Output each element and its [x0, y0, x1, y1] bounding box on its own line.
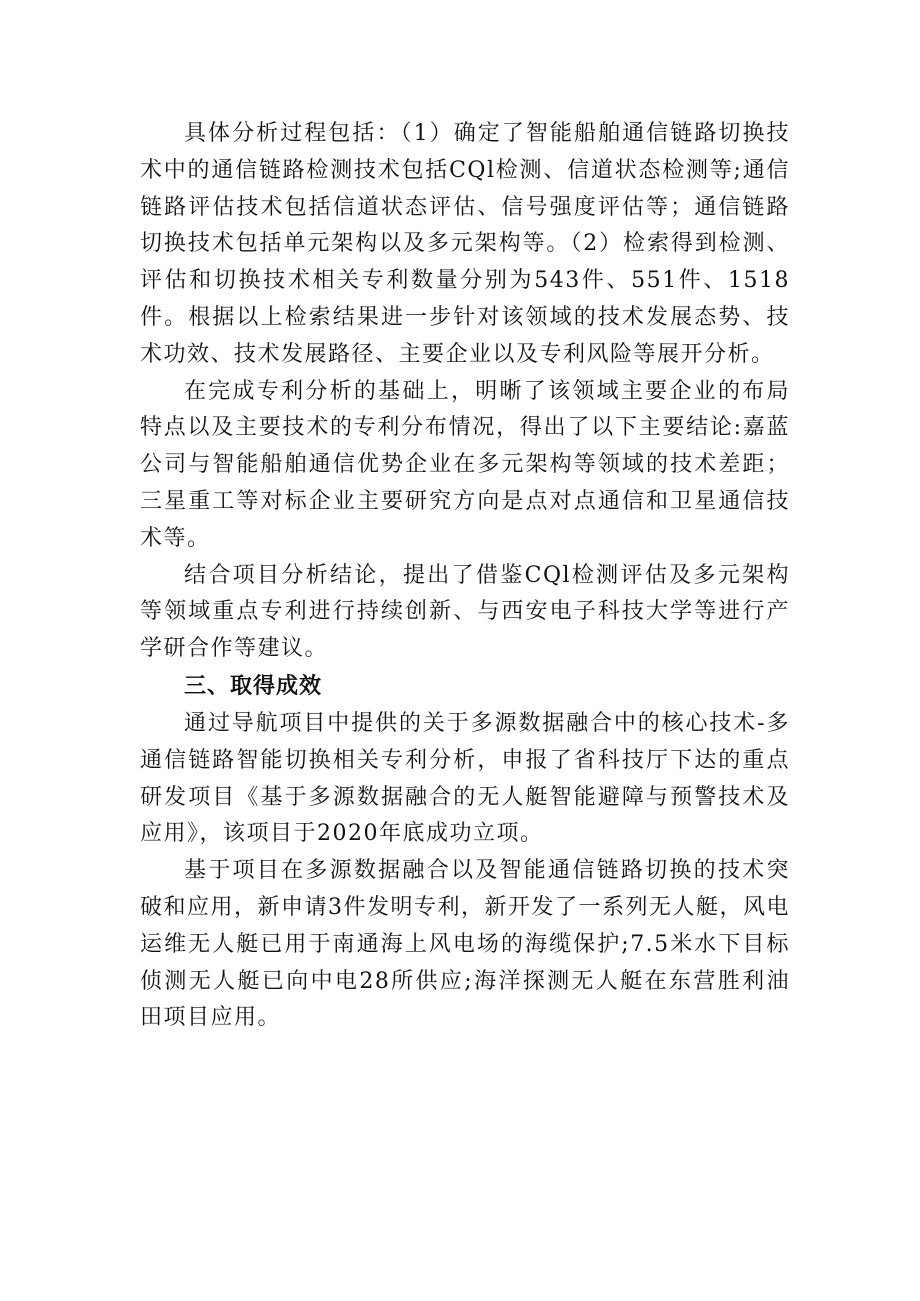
- paragraph-conclusions: 在完成专利分析的基础上，明晰了该领域主要企业的布局特点以及主要技术的专利分布情况，得出了以下主要结论:嘉蓝公司与智能船舶通信优势企业在多元架构等领域的技术差距；三星重工等对标企业主要研究方向是点对点通信和卫星通信技术等。: [140, 378, 790, 551]
- paragraph-analysis-process: 具体分析过程包括：（1）确定了智能船舶通信链路切换技术中的通信链路检测技术包括CQl检测、信道状态检测等;通信链路评估技术包括信道状态评估、信号强度评估等；通信链路切换技术包括单元架构以及多元架构等。（2）检索得到检测、评估和切换技术相关专利数量分别为543件、551件、1518件。根据以上检索结果进一步针对该领域的技术发展态势、技术功效、技术发展路径、主要企业以及专利风险等展开分析。: [140, 121, 790, 367]
- paragraph-applications: 基于项目在多源数据融合以及智能通信链路切换的技术突破和应用，新申请3件发明专利，新开发了一系列无人艇，风电运维无人艇已用于南通海上风电场的海缆保护;7.5米水下目标侦测无人艇已向中电28所供应;海洋探测无人艇在东营胜利油田项目应用。: [140, 858, 790, 1031]
- paragraph-project-approval: 通过导航项目中提供的关于多源数据融合中的核心技术-多通信链路智能切换相关专利分析，申报了省科技厅下达的重点研发项目《基于多源数据融合的无人艇智能避障与预警技术及应用》，该项目于2020年底成功立项。: [140, 710, 790, 847]
- document-page: [140, 116, 790, 1037]
- section-heading-results: 三、取得成效: [184, 673, 323, 699]
- paragraph-suggestions: 结合项目分析结论，提出了借鉴CQl检测评估及多元架构等领域重点专利进行持续创新、与西安电子科技大学等进行产学研合作等建议。: [140, 562, 790, 662]
